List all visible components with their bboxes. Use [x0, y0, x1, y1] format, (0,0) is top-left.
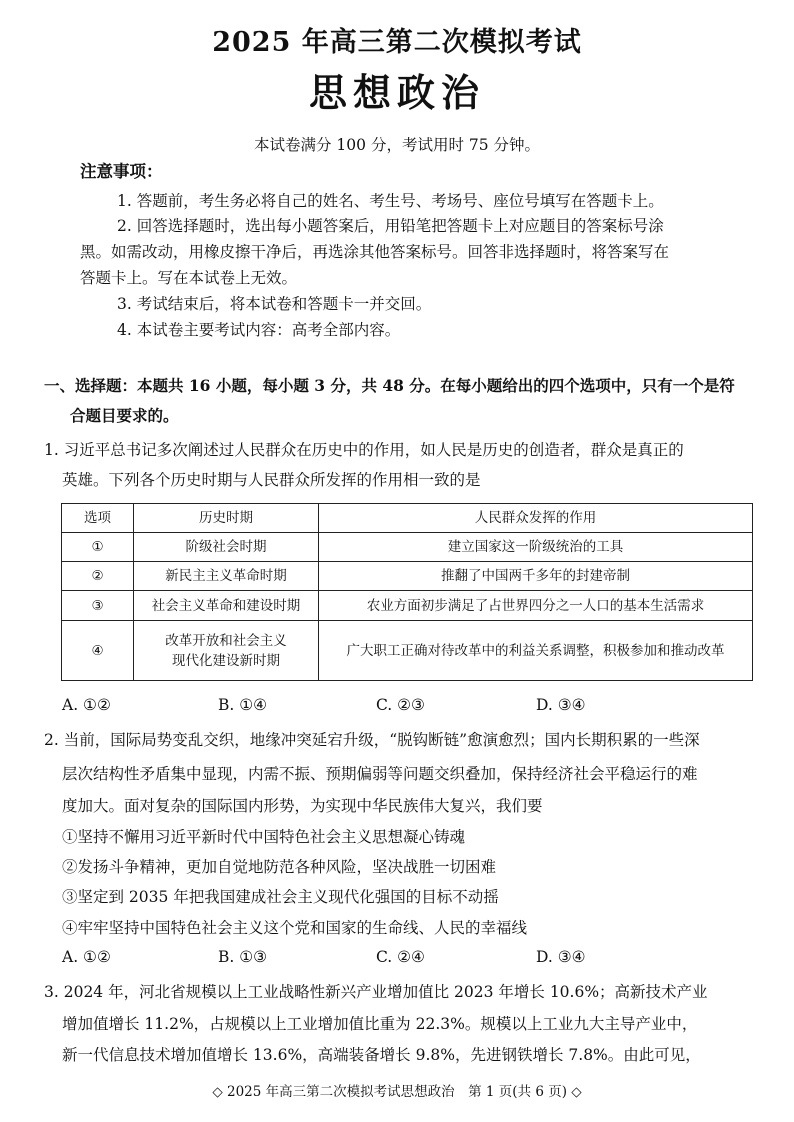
notice-title: 注意事项：	[80, 162, 163, 181]
question-2-statement: ①坚持不懈用习近平新时代中国特色社会主义思想凝心铸魂	[62, 828, 466, 846]
table-cell: ①	[62, 533, 134, 562]
table-cell: ④	[62, 621, 134, 681]
table-row	[62, 591, 753, 621]
section-heading: 一、选择题：本题共 16 小题，每小题 3 分，共 48 分。在每小题给出的四个选项中，只有一个是符	[44, 376, 735, 395]
table-cell: 推翻了中国两千多年的封建帝制	[319, 562, 753, 591]
question-1-table	[61, 503, 753, 681]
question-2-statement: ③坚定到 2035 年把我国建成社会主义现代化强国的目标不动摇	[62, 888, 499, 906]
table-row	[62, 533, 753, 562]
page-footer: ◇ 2025 年高三第二次模拟考试思想政治 第 1 页(共 6 页) ◇	[212, 1084, 582, 1100]
answer-option-b: B. ①③	[218, 948, 268, 966]
question-3-stem: 新一代信息技术增加值增长 13.6%，高端装备增长 9.8%，先进钢铁增长 7.8%。由此可见，	[62, 1046, 701, 1064]
table-cell: 社会主义革命和建设时期	[134, 591, 319, 621]
answer-option-c: C. ②③	[376, 696, 425, 714]
question-3-stem: 3. 2024 年，河北省规模以上工业战略性新兴产业增加值比 2023 年增长 10.6%；高新技术产业	[44, 983, 708, 1001]
table-row	[62, 621, 753, 681]
table-header: 人民群众发挥的作用	[319, 504, 753, 533]
table-cell: 广大职工正确对待改革中的利益关系调整，积极参加和推动改革	[319, 621, 753, 681]
table-cell: 农业方面初步满足了占世界四分之一人口的基本生活需求	[319, 591, 753, 621]
answer-option-c: C. ②④	[376, 948, 425, 966]
table-cell-line: 现代化建设新时期	[172, 652, 280, 669]
table-header: 选项	[62, 504, 134, 533]
notice-line: 3. 考试结束后，将本试卷和答题卡一并交回。	[117, 295, 432, 313]
answer-option-d: D. ③④	[536, 948, 586, 966]
table-cell	[134, 621, 319, 681]
notice-line: 1. 答题前，考生务必将自己的姓名、考生号、考场号、座位号填写在答题卡上。	[117, 192, 664, 210]
answer-option-a: A. ①②	[62, 696, 111, 714]
table-cell-line: 改革开放和社会主义	[165, 632, 287, 649]
table-cell: 建立国家这一阶级统治的工具	[319, 533, 753, 562]
question-3-stem: 增加值增长 11.2%，占规模以上工业增加值比重为 22.3%。规模以上工业九大主导产业中，	[62, 1015, 698, 1033]
question-1-stem: 英雄。下列各个历史时期与人民群众所发挥的作用相一致的是	[62, 471, 481, 489]
notice-line: 答题卡上。写在本试卷上无效。	[80, 269, 298, 287]
notice-line: 4. 本试卷主要考试内容：高考全部内容。	[117, 321, 401, 339]
table-row	[62, 562, 753, 591]
question-2-stem: 层次结构性矛盾集中显现，内需不振、预期偏弱等问题交织叠加，保持经济社会平稳运行的难	[62, 765, 698, 783]
notice-line: 黑。如需改动，用橡皮擦干净后，再选涂其他答案标号。回答非选择题时，将答案写在	[80, 243, 670, 261]
exam-info: 本试卷满分 100 分，考试用时 75 分钟。	[254, 136, 541, 154]
table-header-row	[62, 504, 753, 533]
table-cell: ③	[62, 591, 134, 621]
table-cell: 阶级社会时期	[134, 533, 319, 562]
subject-title: 思想政治	[308, 70, 485, 115]
table-cell: 新民主主义革命时期	[134, 562, 319, 591]
exam-title: 2025 年高三第二次模拟考试	[212, 27, 582, 58]
notice-line: 2. 回答选择题时，选出每小题答案后，用铅笔把答题卡上对应题目的答案标号涂	[117, 217, 664, 235]
question-2-stem: 度加大。面对复杂的国际国内形势，为实现中华民族伟大复兴，我们要	[62, 797, 543, 815]
section-heading: 合题目要求的。	[70, 406, 179, 425]
table-cell: ②	[62, 562, 134, 591]
question-1-stem: 1. 习近平总书记多次阐述过人民群众在历史中的作用，如人民是历史的创造者，群众是真正的	[44, 441, 684, 459]
question-2-statement: ②发扬斗争精神，更加自觉地防范各种风险，坚决战胜一切困难	[62, 858, 497, 876]
answer-option-b: B. ①④	[218, 696, 268, 714]
answer-option-d: D. ③④	[536, 696, 586, 714]
answer-option-a: A. ①②	[62, 948, 111, 966]
table-header: 历史时期	[134, 504, 319, 533]
question-2-statement: ④牢牢坚持中国特色社会主义这个党和国家的生命线、人民的幸福线	[62, 919, 528, 937]
question-2-stem: 2. 当前，国际局势变乱交织，地缘冲突延宕升级，“脱钩断链”愈演愈烈；国内长期积累的一些深	[44, 731, 700, 749]
